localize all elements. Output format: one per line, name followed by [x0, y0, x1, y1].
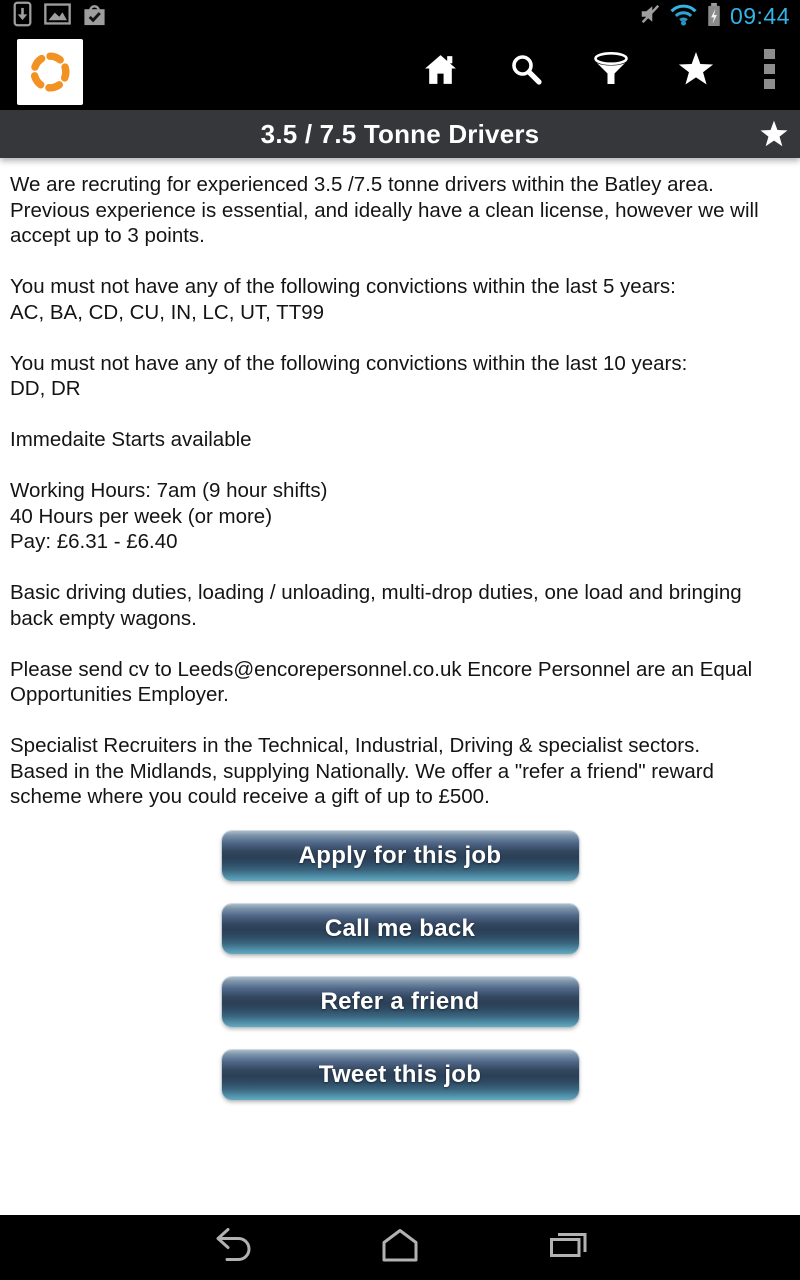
- search-button[interactable]: [483, 33, 568, 110]
- title-bar: [0, 110, 800, 158]
- status-bar: [0, 0, 800, 33]
- overflow-menu-button[interactable]: [738, 33, 800, 110]
- job-detail-content: [0, 158, 800, 1215]
- home-icon: [422, 51, 459, 93]
- job-description-line: back empty wagons.: [10, 606, 197, 630]
- system-nav-bar: [0, 1215, 800, 1280]
- search-icon: [509, 52, 543, 91]
- job-description-line: scheme where you could receive a gift of up to £500.: [10, 785, 490, 808]
- apply-button[interactable]: Apply for this job: [222, 831, 579, 881]
- job-description-line: Specialist Recruiters in the Technical, Industrial, Driving & specialist sectors.: [10, 734, 701, 757]
- wifi-icon: [669, 3, 698, 31]
- job-description-line: [10, 402, 790, 428]
- refer-a-friend-button[interactable]: Refer a friend: [222, 977, 579, 1027]
- mute-icon: [639, 3, 661, 30]
- tweet-this-job-button[interactable]: Tweet this job: [222, 1050, 579, 1100]
- job-description-line: [10, 708, 790, 734]
- job-description-line: [10, 453, 790, 479]
- job-description-line: We are recruting for experienced 3.5 /7.5 tonne drivers within the Batley area.: [10, 173, 714, 196]
- job-description-line: [10, 631, 790, 657]
- job-description-line: You must not have any of the following convictions within the last 5 years:: [10, 275, 676, 298]
- status-notification-icons: [6, 1, 107, 32]
- home-button[interactable]: [398, 33, 483, 110]
- encore-personnel-logo[interactable]: [17, 39, 83, 105]
- favorite-star-icon[interactable]: [759, 119, 789, 149]
- filter-icon: [592, 51, 630, 92]
- call-me-back-button[interactable]: Call me back: [222, 904, 579, 954]
- filter-button[interactable]: [568, 33, 653, 110]
- nav-recents-button[interactable]: [484, 1215, 652, 1280]
- job-description-line: Please send cv to Leeds@encorepersonnel.co.uk Encore Personnel are an Equal: [10, 657, 753, 681]
- job-description-line: DD, DR: [10, 377, 81, 400]
- status-system-icons: [639, 0, 794, 33]
- battery-charging-icon: [706, 2, 722, 32]
- action-bar: [0, 33, 800, 110]
- job-description-line: [10, 325, 790, 351]
- job-description-line: accept up to 3 points.: [10, 224, 205, 247]
- recents-icon: [544, 1225, 592, 1270]
- back-icon: [208, 1225, 256, 1270]
- job-description-line: 40 Hours per week (or more): [10, 504, 273, 528]
- favorites-star-icon: [677, 50, 715, 93]
- nav-back-button[interactable]: [148, 1215, 316, 1280]
- job-description-line: Based in the Midlands, supplying Nationally. We offer a "refer a friend" reward: [10, 759, 714, 783]
- overflow-menu-icon: [763, 47, 776, 96]
- favorites-button[interactable]: [653, 33, 738, 110]
- download-icon: [12, 1, 33, 32]
- job-description-line: AC, BA, CD, CU, IN, LC, UT, TT99: [10, 300, 325, 324]
- job-description-line: Basic driving duties, loading / unloading, multi-drop duties, one load and bringing: [10, 581, 742, 604]
- play-store-update-icon: [82, 2, 107, 32]
- job-description: [10, 172, 790, 810]
- job-action-buttons: [10, 831, 790, 1100]
- job-description-line: Previous experience is essential, and ideally have a clean license, however we will: [10, 198, 759, 222]
- job-description-line: Working Hours: 7am (9 hour shifts): [10, 479, 328, 502]
- job-description-line: Immedaite Starts available: [10, 428, 252, 451]
- page-title: 3.5 / 7.5 Tonne Drivers: [260, 118, 540, 149]
- job-description-line: [10, 249, 790, 275]
- home-nav-icon: [376, 1225, 424, 1270]
- job-description-line: Opportunities Employer.: [10, 683, 229, 706]
- nav-home-button[interactable]: [316, 1215, 484, 1280]
- job-description-line: [10, 555, 790, 581]
- clock: 09:44: [729, 3, 790, 29]
- job-description-line: Pay: £6.31 - £6.40: [10, 530, 178, 553]
- job-description-line: You must not have any of the following convictions within the last 10 years:: [10, 351, 688, 375]
- gallery-icon: [44, 3, 71, 30]
